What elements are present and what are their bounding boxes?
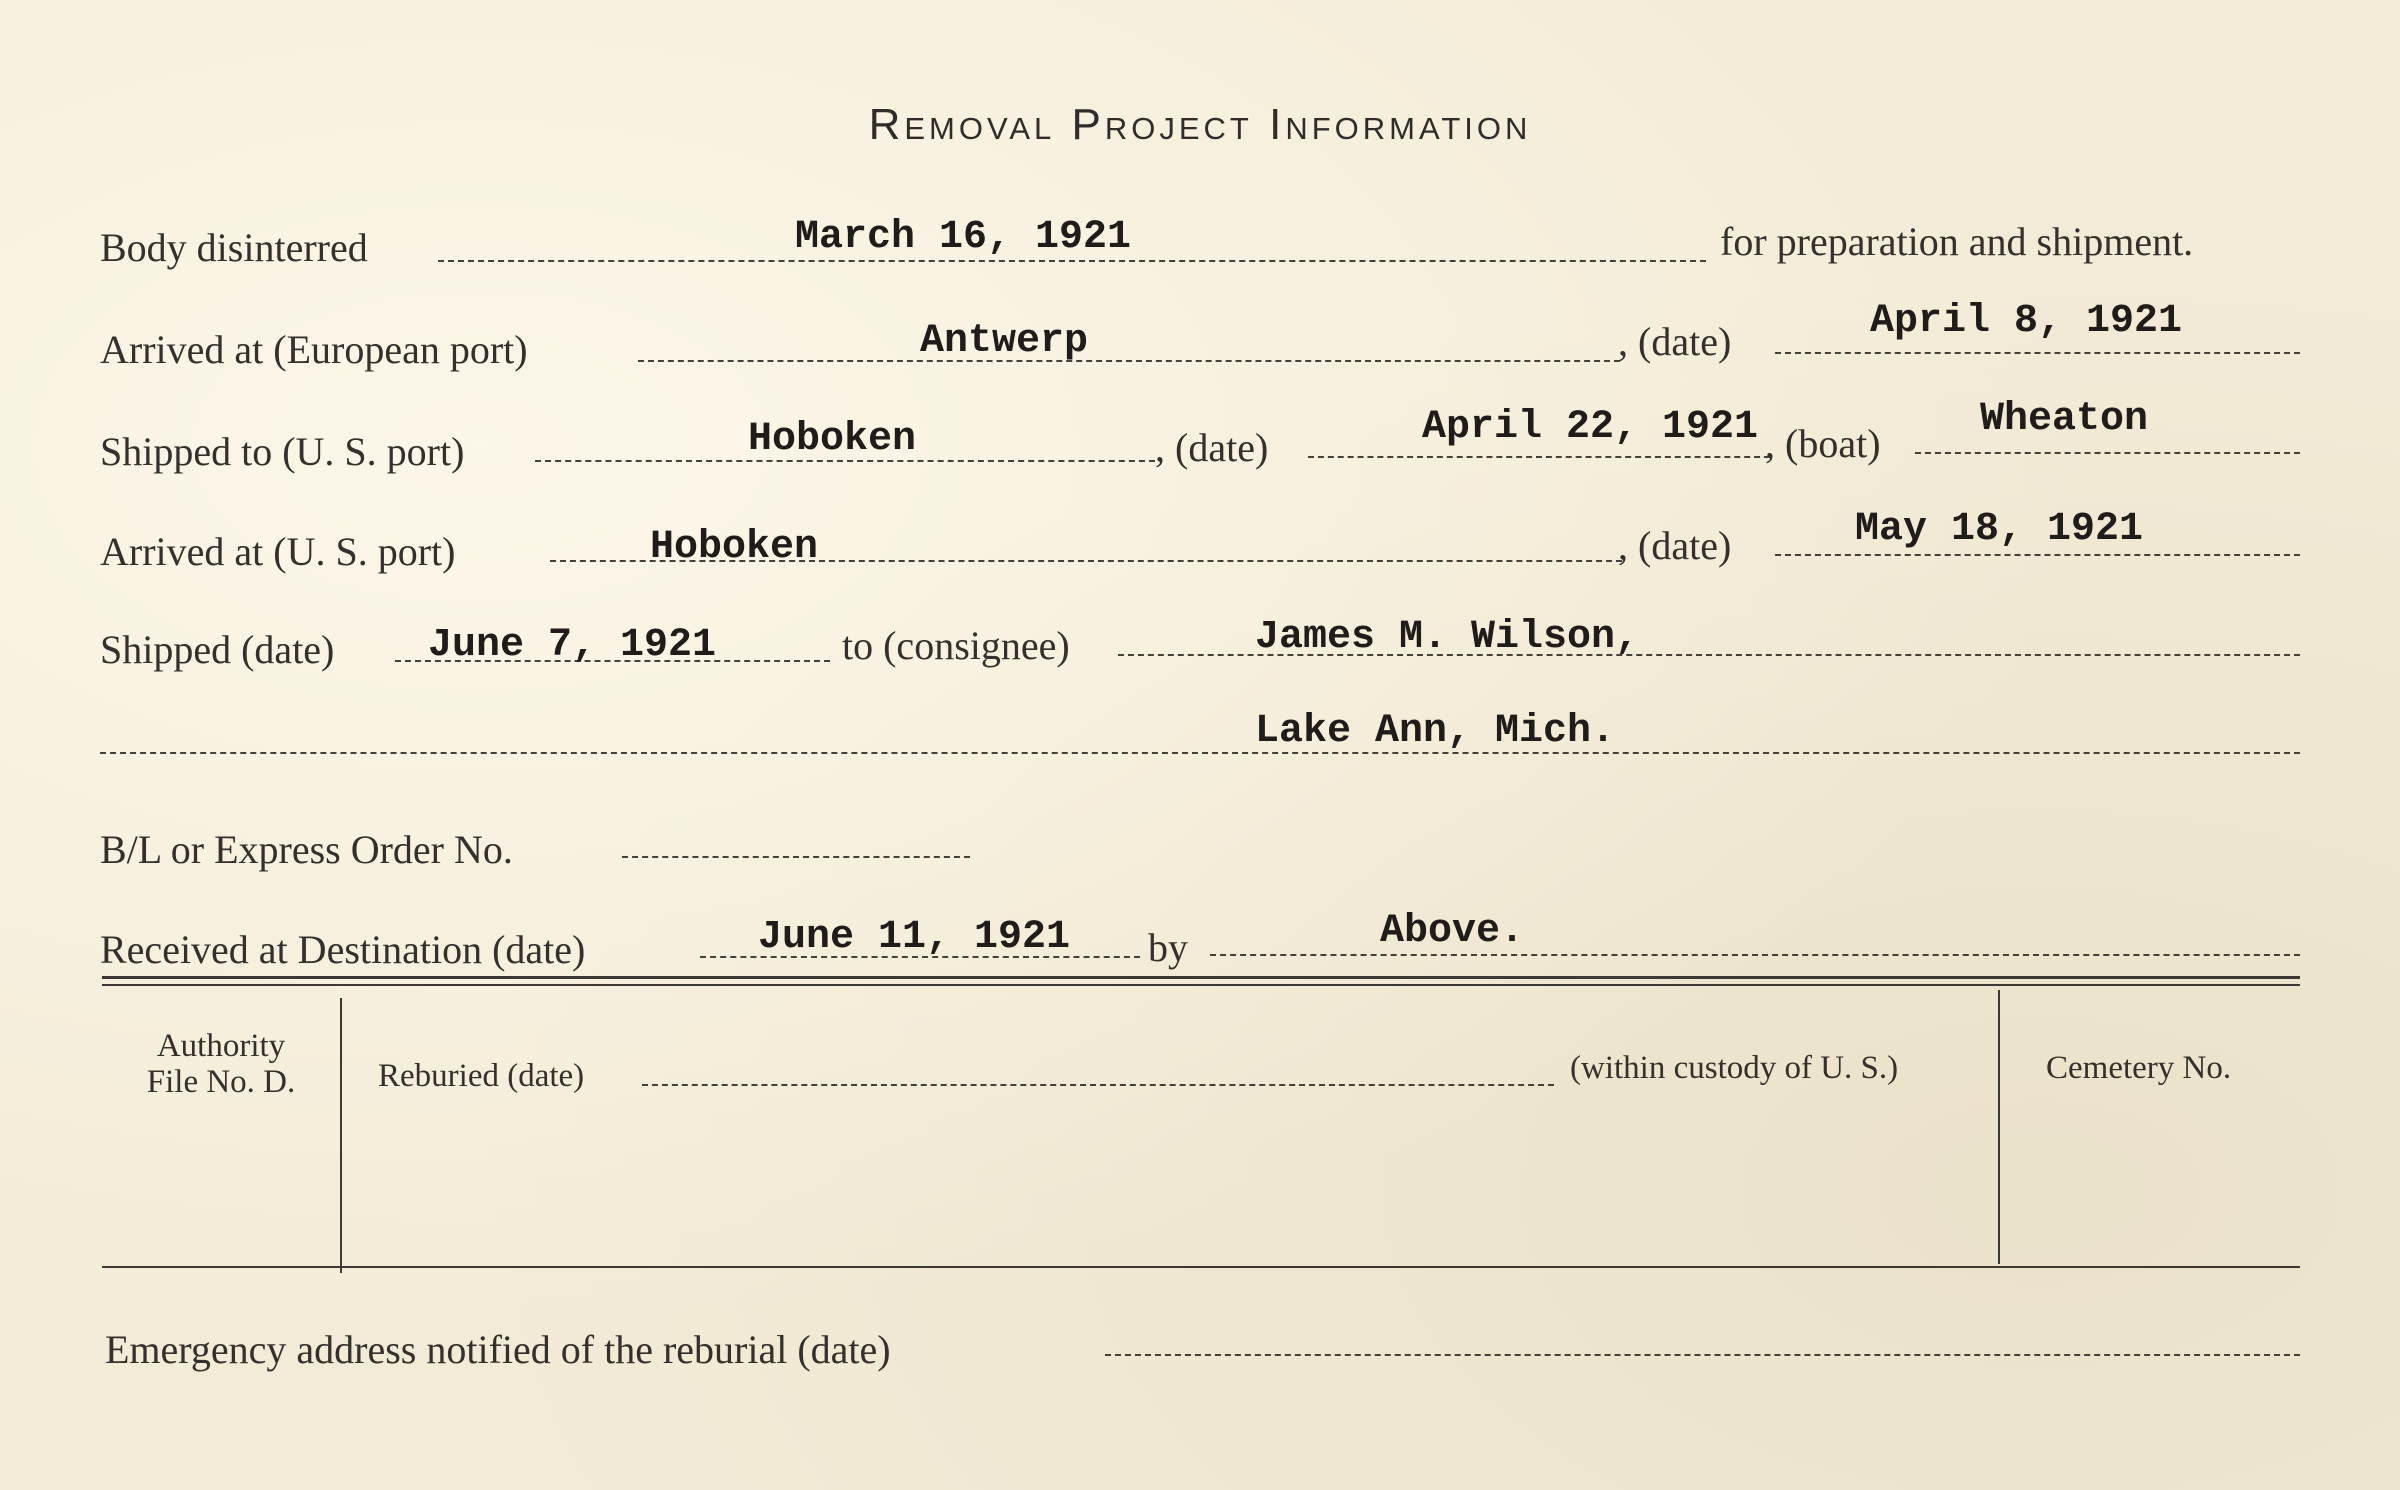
shipped-us-date-label: , (date) [1155,425,1269,470]
bl-line [622,856,970,858]
box-divider-right [1998,990,2000,1264]
arrived-europe-port-line [638,360,1620,362]
custody-label: (within custody of U. S.) [1570,1050,1899,1086]
card-title: Removal Project Information [868,100,1532,149]
received-by-label: by [1148,925,1188,970]
shipped-us-boat-label: , (boat) [1765,421,1881,466]
arrived-us-date-label: , (date) [1618,523,1732,568]
reburied-label: Reburied (date) [378,1058,585,1094]
cemetery-label: Cemetery No. [2046,1050,2232,1086]
arrived-europe-port: Antwerp [920,319,1089,364]
disinterred-suffix: for preparation and shipment. [1720,219,2194,264]
arrived-us-port: Hoboken [650,525,819,570]
arrived-europe-date-label: , (date) [1618,319,1732,364]
received-by: Above. [1380,909,1525,954]
shipped-date-label: Shipped (date) [100,627,335,672]
received-label: Received at Destination (date) [100,927,586,972]
emergency-label: Emergency address notified of the reburial (date) [105,1327,891,1372]
arrived-us-date: May 18, 1921 [1855,507,2144,552]
shipped-us-date: April 22, 1921 [1422,405,1759,450]
authority-label-line-1: Authority [156,1028,286,1064]
disinterred-value: March 16, 1921 [795,215,1132,260]
box-top-rule-2 [102,984,2300,986]
disinterred-label: Body disinterred [100,225,368,270]
consignee-name: James M. Wilson, [1255,615,1640,660]
consignee-line-2 [100,752,2300,754]
received-date: June 11, 1921 [758,915,1071,960]
arrived-us-label: Arrived at (U. S. port) [100,529,456,574]
arrived-us-date-line [1775,554,2300,556]
shipped-us-label: Shipped to (U. S. port) [100,429,465,474]
shipped-us-port: Hoboken [748,417,917,462]
shipped-us-boat: Wheaton [1980,397,2149,442]
box-bottom-rule [102,1266,2300,1268]
shipped-us-date-line [1308,456,1770,458]
consignee-address: Lake Ann, Mich. [1255,709,1616,754]
received-by-line [1210,954,2300,956]
box-top-rule-1 [102,976,2300,979]
arrived-europe-label: Arrived at (European port) [100,327,528,372]
authority-label-line-2: File No. D. [146,1064,296,1100]
arrived-europe-date: April 8, 1921 [1870,299,2183,344]
reburied-line [642,1084,1554,1086]
emergency-line [1105,1354,2300,1356]
box-divider-left [340,998,342,1273]
bl-label: B/L or Express Order No. [100,827,513,872]
shipped-us-boat-line [1915,452,2300,454]
consignee-label: to (consignee) [842,623,1070,668]
shipped-date-value: June 7, 1921 [428,623,717,668]
arrived-europe-date-line [1775,352,2300,354]
disinterred-line [438,260,1706,262]
